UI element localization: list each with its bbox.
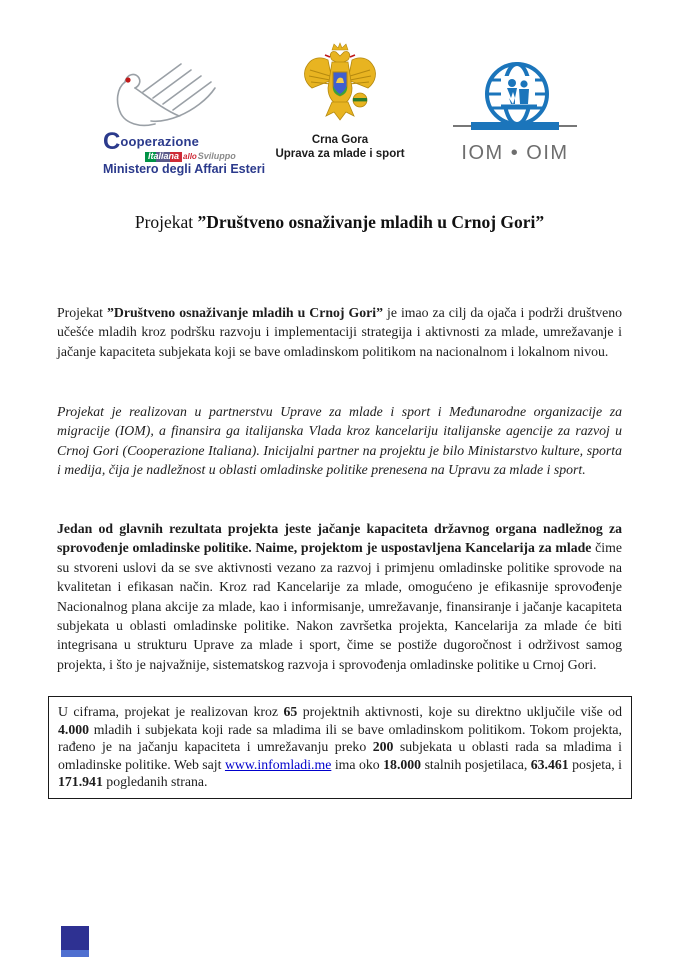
p1-seg-2: je imao za cilj da ojača i podrži društveno učešće mladih kroz podršku razvoju i implementaciji strategija i aktivnosti za mlade, umrežavanje i jačanje kapaciteta subjekata koji se bave omladinskom politikom na nacionalnom i lokalnom nivou. — [57, 305, 623, 359]
paragraph-project-goal — [57, 303, 622, 361]
montenegro-coat-of-arms — [275, 42, 405, 160]
paragraph-partnership: Projekat je realizovan u partnerstvu Uprave za mlade i sport i Međunarodne organizacije za migracije (IOM), a finansira ga italijanska Vlada kroz kancelariju italijanske agencije za razvoj u Crnoj Gori (Cooperazione Italiana). Inicijalni partner na projektu je bilo Ministarstvo kulture, sporta i medija, čija je nadležnost u oblasti omladinske politike prenesena na Upravu za mlade i sport. — [57, 404, 622, 478]
iom-caption-label: IOM • OIM — [461, 142, 569, 164]
box-num-visitors: 18.000 — [383, 756, 422, 772]
box-seg-12: posjeta, i — [568, 756, 622, 772]
box-num-pageviews: 171.941 — [58, 774, 103, 790]
box-seg-10: stalnih posjetilaca, — [421, 756, 531, 772]
statistics-box — [48, 696, 632, 799]
iom-logo — [450, 60, 580, 165]
title-quoted: ”Društveno osnaživanje mladih u Crnoj Gori” — [197, 212, 545, 232]
dove-icon — [103, 58, 243, 130]
iom-globe-icon — [453, 60, 577, 136]
p3-seg-1: čime su stvoreni uslovi da se sve aktivnosti vezano za razvoj i primjenu omladinske politike sprovode na kvalitetan i efikasan način. Kroz rad Kancelarije za mlade, omogućeno je efikasnije sprovođenje Nacionalnog plana akcije za mlade, kao i informisanje, umrežavanje, finansiranje i jačanje kacapiteta subjekata u oblasti omladinske politike. Nakon završetka projekta, Kancelarija za mlade će biti integrisana u strukturu Uprave za mlade i sport, čime se postiže dugoročnost i održivost samog projekta, i što je najvažnije, sistematskog razvoja i sprovođenja omladinske politike u Crnoj Gori. — [57, 540, 622, 672]
coop-sviluppo-label: Sviluppo — [197, 151, 236, 162]
box-seg-2: projektnih aktivnosti, koje su direktno uključile više od — [297, 704, 622, 719]
box-num-subjects: 200 — [372, 739, 394, 755]
infomladi-link[interactable]: www.infomladi.me — [224, 756, 332, 772]
document-title — [0, 212, 679, 233]
title-prefix: Projekat — [134, 212, 198, 232]
box-seg-4: mladih i subjekata koji rade sa mladima ili se bave omladinskom politikom. Tokom projekta, rađeno je na jačanju kapaciteta i umrežavanju preko — [58, 721, 622, 755]
dove-eye — [125, 77, 130, 82]
box-seg-8: ima oko — [331, 756, 384, 772]
cooperazione-italiana-logo — [103, 58, 266, 176]
box-seg-14: pogledanih strana. — [102, 774, 208, 790]
box-num-youth: 4.000 — [58, 721, 90, 737]
coop-subtitle — [145, 152, 253, 161]
box-num-activities: 65 — [283, 704, 298, 719]
footer-corner-mark — [61, 926, 89, 957]
coop-italiana-flag-band: Italiana — [145, 152, 182, 161]
p1-seg-1: ”Društveno osnaživanje mladih u Crnoj Gori” — [106, 305, 383, 320]
paragraph-results — [57, 519, 622, 674]
footer-corner-mark-bottom — [61, 950, 89, 957]
p1-seg-0: Projekat — [57, 305, 107, 320]
arms-org-label: Uprava za mlade i sport — [275, 148, 405, 160]
footer-corner-mark-top — [61, 926, 89, 950]
coop-allo-label: allo — [183, 151, 197, 161]
coop-big-c: C — [103, 128, 121, 155]
box-num-visits: 63.461 — [530, 756, 569, 772]
montenegro-eagle-icon — [298, 42, 382, 126]
coop-name-rest: ooperazione — [120, 134, 200, 149]
box-seg-0: U ciframa, projekat je realizovan kroz — [58, 704, 284, 719]
box-seg-6: subjekata u oblasti rada sa mladima i omladinske politike. Web sajt — [58, 739, 623, 772]
coop-ministry-label: Ministero degli Affari Esteri — [103, 161, 266, 176]
p3-seg-0: Jedan od glavnih rezultata projekta jeste jačanje kapaciteta državnog organa nadležnog za sprovođenje omladinske politike. Naime, projektom je uspostavljena Kancelarija za mlade — [57, 521, 622, 556]
arms-country-label: Crna Gora — [311, 134, 369, 146]
